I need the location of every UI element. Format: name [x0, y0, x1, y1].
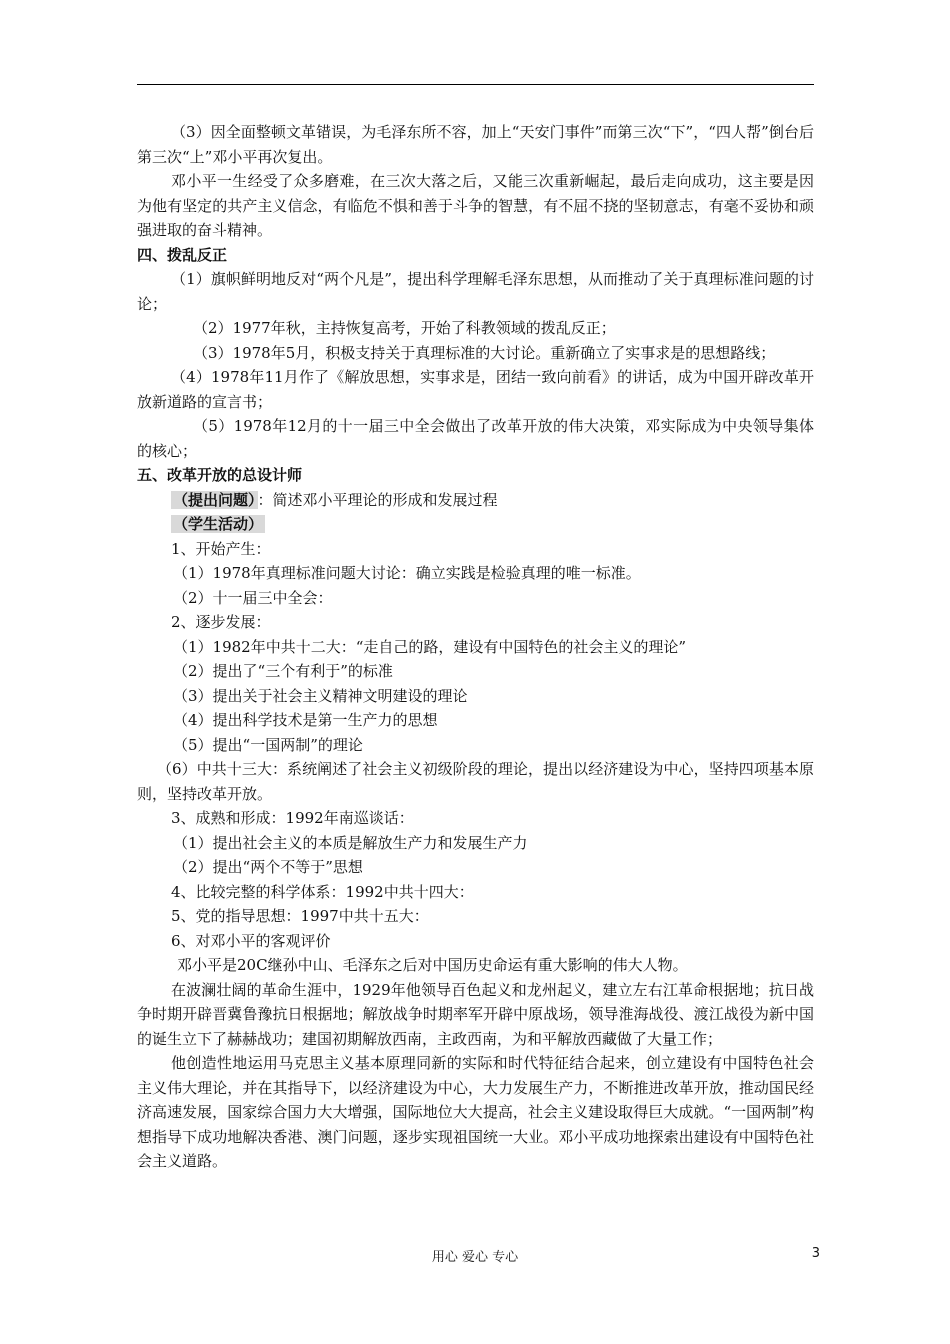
outline-line: （6）中共十三大：系统阐述了社会主义初级阶段的理论，提出以经济建设为中心，坚持四项基本原则，坚持改革开放。 [137, 760, 814, 803]
section-heading: 四、拨乱反正 [137, 245, 228, 264]
footer-motto: 用心 爱心 专心 [431, 1250, 519, 1265]
outline-line: 2、逐步发展： [171, 613, 271, 631]
evaluation-paragraph: 在波澜壮阔的革命生涯中，1929年他领导百色起义和龙州起义，建立左右江革命根据地；抗日战争时期开辟晋冀鲁豫抗日根据地；解放战争时期率军开辟中原战场，领导淮海战役、渡江战役为新中国的诞生立下了赫赫战功；建国初期解放西南，主政西南，为和平解放西藏做了大量工作； [137, 980, 814, 1048]
question-line [137, 488, 814, 513]
outline-line: （4）提出科学技术是第一生产力的思想 [173, 711, 438, 729]
evaluation-paragraph: 邓小平是20C继孙中山、毛泽东之后对中国历史命运有重大影响的伟大人物。 [177, 956, 688, 974]
activity-line [137, 512, 814, 537]
paragraph: 邓小平一生经受了众多磨难，在三次大落之后，又能三次重新崛起，最后走向成功，这主要是因为他有坚定的共产主义信念，有临危不惧和善于斗争的智慧，有不屈不挠的坚韧意志，有毫不妥协和顽强进取的奋斗精神。 [137, 172, 814, 239]
outline-line: 1、开始产生： [171, 539, 271, 558]
outline-line: （5）提出“一国两制”的理论 [173, 735, 363, 754]
outline-line: （2）提出了“三个有利于”的标准 [173, 662, 393, 680]
list-item: （1）旗帜鲜明地反对“两个凡是”，提出科学理解毛泽东思想，从而推动了关于真理标准问题的讨论； [137, 270, 814, 313]
outline-line: 6、对邓小平的客观评价 [171, 931, 331, 950]
outline-line: 3、成熟和形成：1992年南巡谈话： [171, 809, 414, 827]
outline-line: （3）提出关于社会主义精神文明建设的理论 [173, 686, 468, 705]
question-text: ：简述邓小平理论的形成和发展过程 [257, 490, 498, 509]
list-item: （4）1978年11月作了《解放思想，实事求是，团结一致向前看》的讲话，成为中国开辟改革开放新道路的宣言书； [137, 368, 814, 411]
list-item: （3）1978年5月，积极支持关于真理标准的大讨论。重新确立了实事求是的思想路线； [193, 343, 776, 362]
section-heading: 五、改革开放的总设计师 [137, 466, 303, 484]
list-item: （5）1978年12月的十一届三中全会做出了改革开放的伟大决策，邓实际成为中央领导集体的核心； [137, 417, 814, 460]
header-rule [137, 84, 814, 85]
question-tag: （提出问题） [173, 490, 256, 509]
evaluation-paragraph: 他创造性地运用马克思主义基本原理同新的实际和时代特征结合起来，创立建设有中国特色社会主义伟大理论，并在其指导下，以经济建设为中心，大力发展生产力，不断推进改革开放，推动国民经济高速发展，国家综合国力大大增强，国际地位大大提高，社会主义建设取得巨大成就。“一国两制”构想指导下成功地解决香港、澳门问题，逐步实现祖国统一大业。邓小平成功地探索出建设有中国特色社会主义道路。 [137, 1054, 814, 1170]
paragraph: （3）因全面整顿文革错误，为毛泽东所不容，加上“天安门事件”而第三次“下”，“四人帮”倒台后第三次“上”邓小平再次复出。 [137, 123, 814, 166]
page-number: 3 [811, 1246, 820, 1261]
outline-line: （1）1982年中共十二大：“走自己的路，建设有中国特色的社会主义的理论” [173, 637, 687, 656]
list-item: （2）1977年秋，主持恢复高考，开始了科教领域的拨乱反正； [193, 319, 616, 337]
outline-line: （2）提出“两个不等于”思想 [173, 858, 363, 876]
outline-line: （1）提出社会主义的本质是解放生产力和发展生产力 [173, 833, 528, 852]
outline-line: 4、比较完整的科学体系：1992中共十四大： [171, 882, 474, 901]
outline-line: （1）1978年真理标准问题大讨论：确立实践是检验真理的唯一标准。 [173, 564, 641, 582]
document-body [137, 120, 814, 1174]
activity-tag: （学生活动） [173, 515, 264, 533]
outline-line: 5、党的指导思想：1997中共十五大： [171, 907, 429, 925]
outline-line: （2）十一届三中全会： [173, 588, 333, 607]
